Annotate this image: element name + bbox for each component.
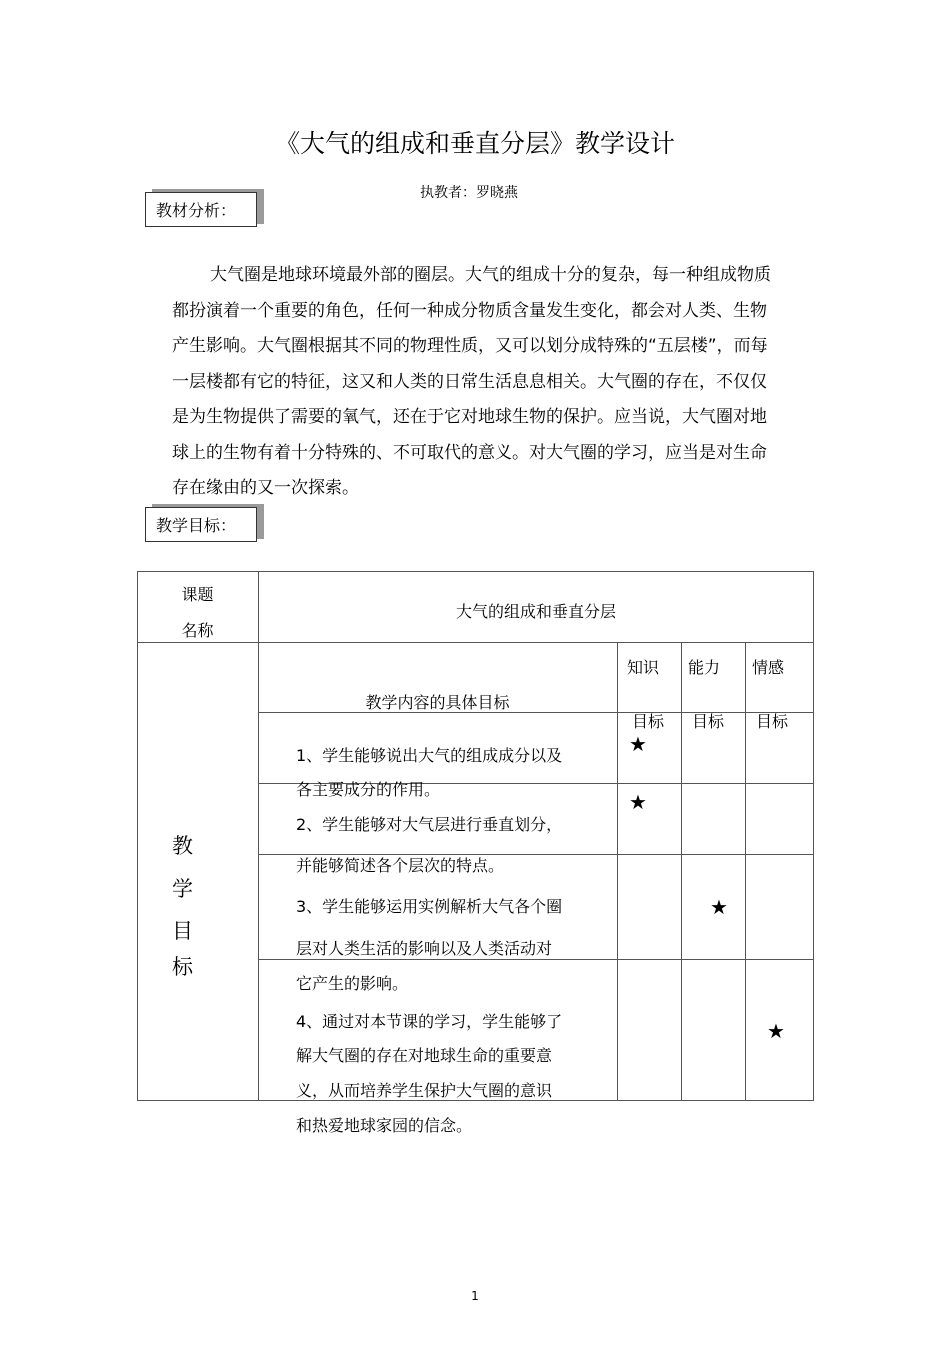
star-icon: ★ bbox=[629, 732, 647, 756]
star-icon: ★ bbox=[629, 790, 647, 814]
col-emotion-line-1: 情感 bbox=[752, 658, 785, 677]
goal-line: 层对人类生活的影响以及人类活动对 bbox=[296, 939, 553, 958]
goal-line: 4、通过对本节课的学习，学生能够了 bbox=[296, 1012, 563, 1031]
table-border-right bbox=[813, 571, 814, 1101]
author-line: 执教者：罗晓燕 bbox=[420, 185, 518, 201]
page-number: 1 bbox=[471, 1289, 479, 1303]
col-emotion-line-2: 目标 bbox=[756, 712, 789, 731]
section-heading-analysis: 教材分析： bbox=[145, 192, 257, 227]
star-icon: ★ bbox=[710, 895, 728, 919]
col-ability-line-1: 能力 bbox=[688, 658, 721, 677]
table-divider-emotion bbox=[745, 642, 746, 1101]
goal-line: 2、学生能够对大气层进行垂直划分， bbox=[296, 815, 563, 834]
content-header: 教学内容的具体目标 bbox=[365, 693, 510, 712]
col-ability-line-2: 目标 bbox=[692, 712, 725, 731]
analysis-paragraph bbox=[172, 258, 778, 507]
section-heading-goals: 教学目标： bbox=[145, 507, 257, 542]
row-label-char: 学 bbox=[172, 877, 193, 901]
analysis-paragraph-text: 大气圈是地球环境最外部的圈层。大气的组成十分的复杂，每一种组成物质都扮演着一个重要的角色，任何一种成分物质含量发生变化，都会对人类、生物产生影响。大气圈根据其不同的物理性质，又可以划分成特殊的“五层楼”，而每一层楼都有它的特征，这又和人类的日常生活息息相关。大气圈的存在，不仅仅是为生物提供了需要的氧气，还在于它对地球生物的保护。应当说，大气圈对地球上的生物有着十分特殊的、不可取代的意义。对大气圈的学习，应当是对生命存在缘由的又一次探索。 bbox=[172, 265, 771, 498]
table-border-top bbox=[137, 571, 814, 572]
document-title: 《大气的组成和垂直分层》教学设计 bbox=[274, 129, 675, 158]
goal-line: 各主要成分的作用。 bbox=[296, 780, 441, 799]
goal-line: 它产生的影响。 bbox=[296, 974, 409, 993]
goal-line: 解大气圈的存在对地球生命的重要意 bbox=[296, 1046, 553, 1065]
goal-line: 并能够简述各个层次的特点。 bbox=[296, 856, 505, 875]
topic-value: 大气的组成和垂直分层 bbox=[455, 602, 616, 621]
goal-line: 和热爱地球家园的信念。 bbox=[296, 1116, 473, 1135]
table-divider-ability bbox=[681, 642, 682, 1101]
topic-label-line-1: 课题 bbox=[181, 585, 214, 604]
goal-line: 1、学生能够说出大气的组成成分以及 bbox=[296, 746, 563, 765]
row-label-char: 目 bbox=[172, 919, 193, 943]
table-divider-label bbox=[258, 571, 259, 1101]
table-divider-header bbox=[137, 642, 814, 643]
star-icon: ★ bbox=[767, 1019, 785, 1043]
table-divider-knowledge bbox=[617, 642, 618, 1101]
row-label-char: 教 bbox=[172, 834, 193, 858]
topic-label-line-2: 名称 bbox=[181, 621, 214, 640]
goal-line: 义，从而培养学生保护大气圈的意识 bbox=[296, 1081, 553, 1100]
row-label-char: 标 bbox=[172, 955, 193, 979]
goal-line: 3、学生能够运用实例解析大气各个圈 bbox=[296, 897, 563, 916]
col-knowledge-line-2: 目标 bbox=[632, 712, 665, 731]
table-border-left bbox=[137, 571, 138, 1101]
col-knowledge-line-1: 知识 bbox=[627, 658, 660, 677]
